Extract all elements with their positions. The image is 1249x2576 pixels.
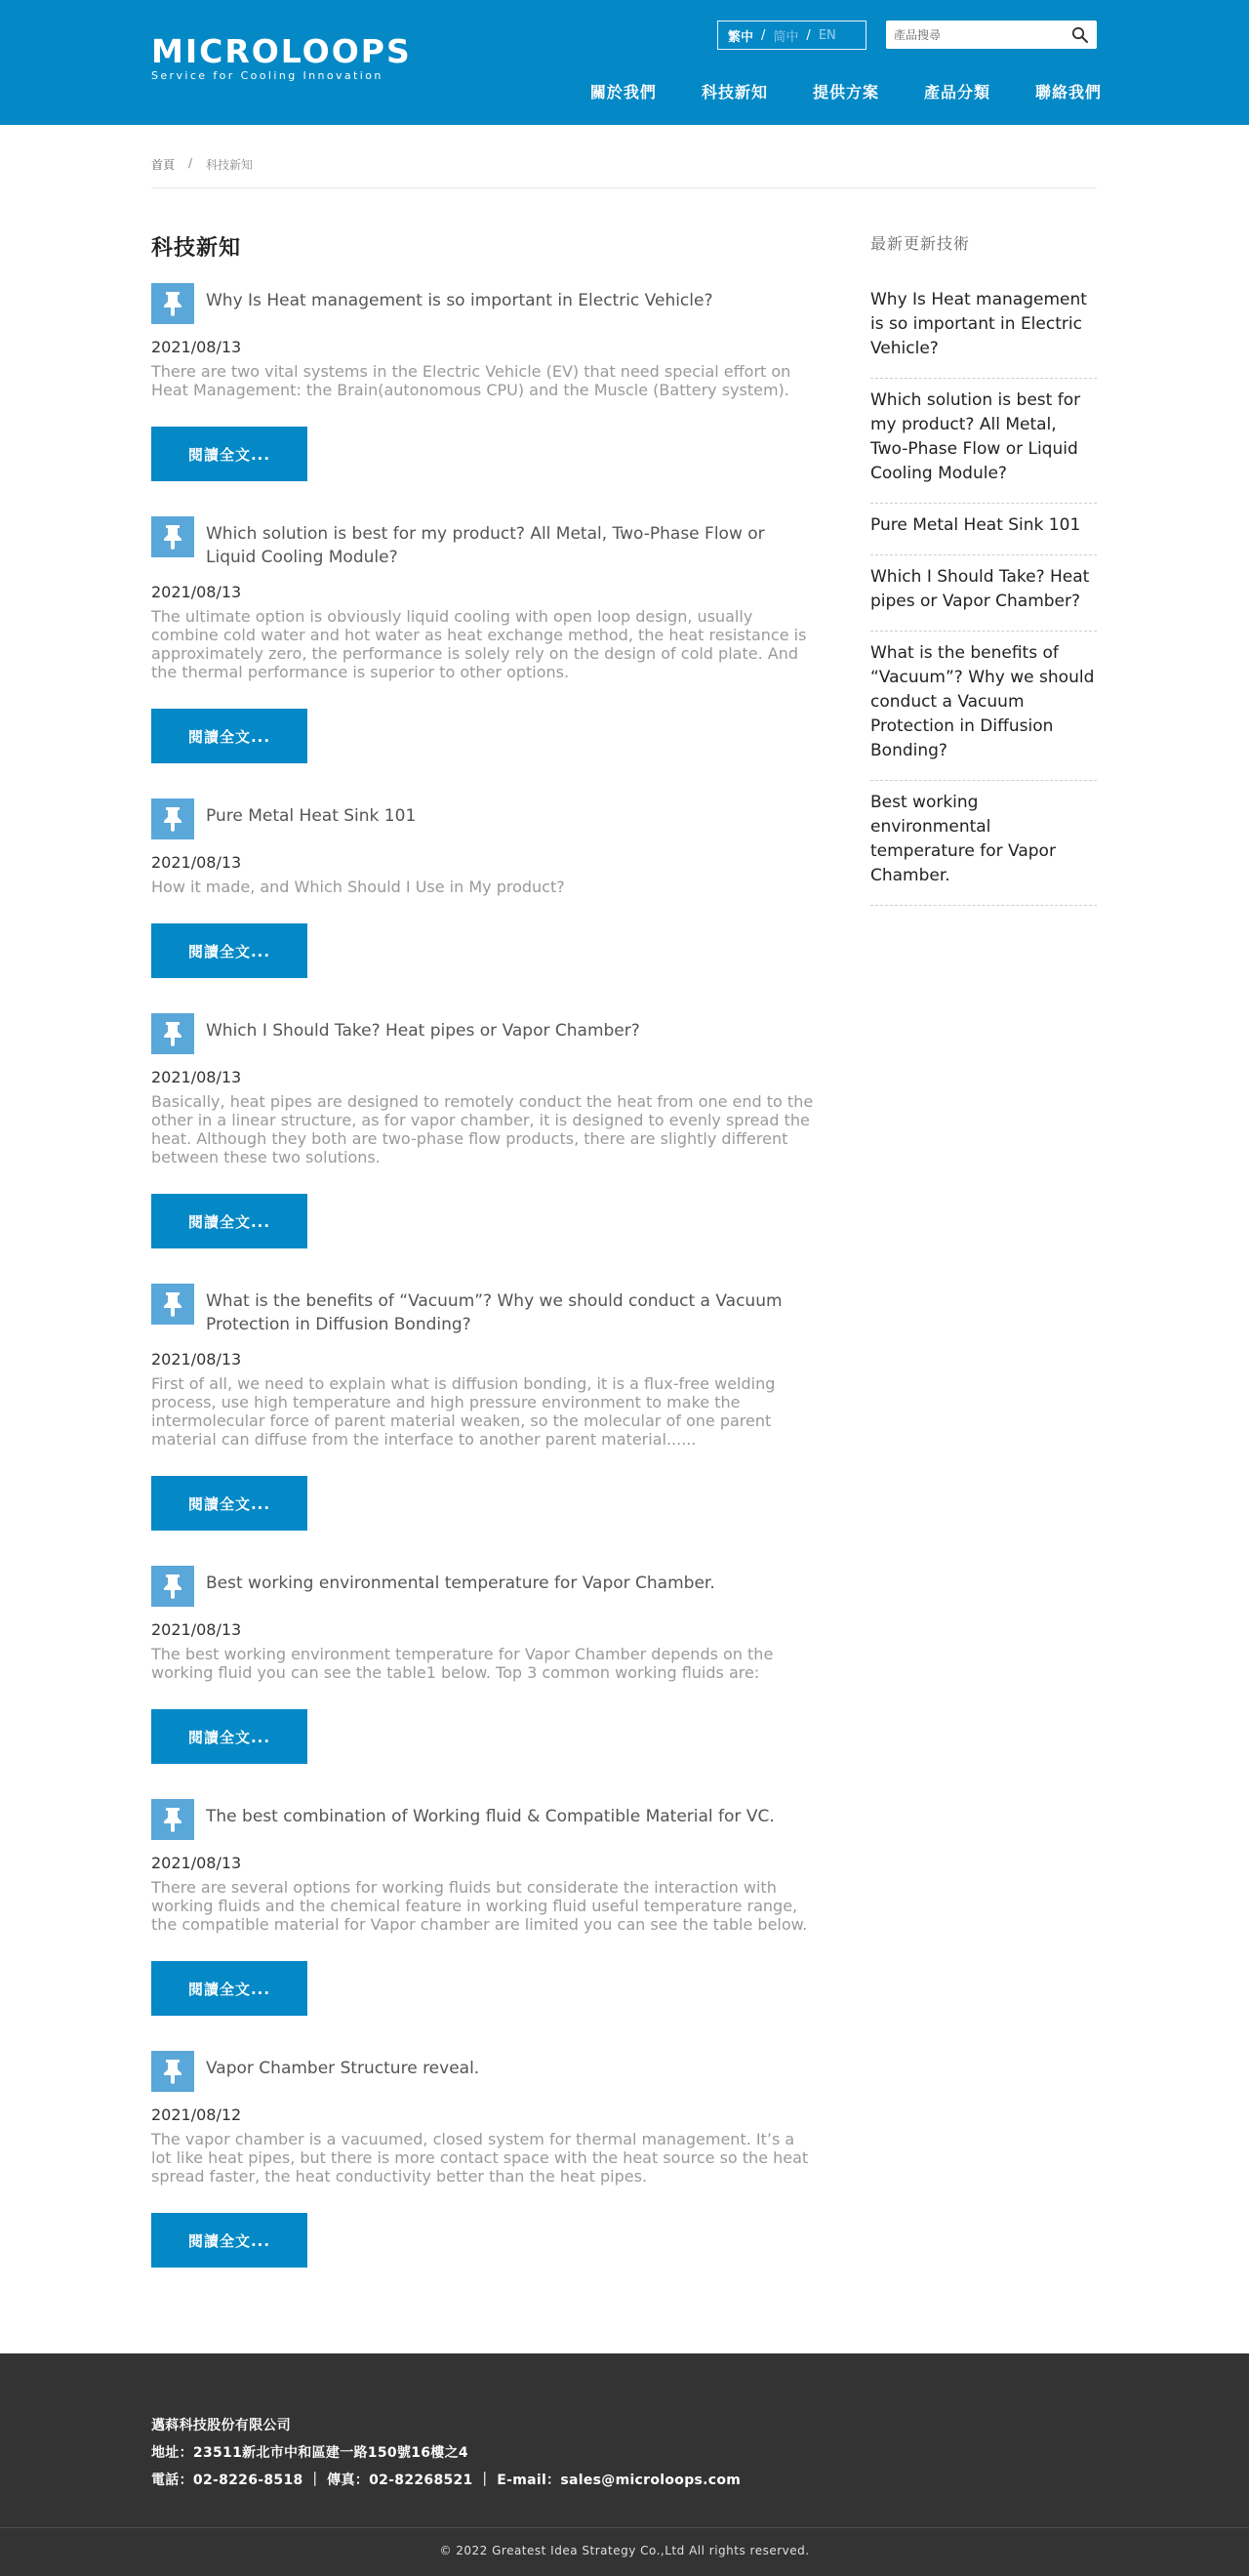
sidebar-item xyxy=(870,379,1097,504)
post-date: 2021/08/12 xyxy=(151,2106,242,2124)
sidebar-link[interactable]: Pure Metal Heat Sink 101 xyxy=(870,515,1081,535)
footer-company: 邁萪科技股份有限公司 xyxy=(151,2418,291,2433)
read-more-button[interactable]: 閱讀全文... xyxy=(151,1194,307,1248)
search-icon[interactable] xyxy=(1071,26,1089,44)
sidebar-link[interactable]: Why Is Heat management is so important in Electric Vehicle? xyxy=(870,290,1087,358)
sidebar-item xyxy=(870,504,1097,555)
footer-divider xyxy=(0,2527,1249,2528)
news-post xyxy=(151,2051,815,2268)
read-more-button[interactable]: 閱讀全文... xyxy=(151,923,307,978)
post-title[interactable]: Pure Metal Heat Sink 101 xyxy=(206,806,417,826)
post-header xyxy=(151,1566,815,1607)
sidebar-link[interactable]: Which I Should Take? Heat pipes or Vapor Chamber? xyxy=(870,567,1090,611)
lang-separator: / xyxy=(761,27,766,43)
sidebar-item xyxy=(870,632,1097,781)
sidebar-item xyxy=(870,288,1097,379)
brand-tagline: Service for Cooling Innovation xyxy=(151,69,383,82)
pin-icon xyxy=(151,283,194,324)
nav-contact[interactable]: 聯絡我們 xyxy=(1034,83,1102,102)
breadcrumb xyxy=(151,156,253,173)
post-excerpt: Basically, heat pipes are designed to remotely conduct the heat from one end to the other in a linear structure, as for vapor chamber, it is designed to evenly spread the heat. Although they both are two-phase flow products, there are slightly different between these two solutions. xyxy=(151,1092,814,1166)
post-excerpt: There are several options for working fluids but considerate the interaction with working fluids and the chemical feature in working fluid useful temperature range, the compatible material for Vapor chamber are limited you can see the table below. xyxy=(151,1878,808,1934)
footer-address: 地址：23511新北市中和區建一路150號16樓之4 xyxy=(151,2445,468,2461)
breadcrumb-current: 科技新知 xyxy=(206,158,254,172)
post-excerpt: The best working environment temperature for Vapor Chamber depends on the working fluid you can see the table1 below. Top 3 common working fluids are: xyxy=(151,1645,774,1682)
footer-contact: 電話：02-8226-8518 ｜ 傳真：02-82268521 ｜ E-mail：sales@microloops.com xyxy=(151,2473,742,2488)
sidebar-link[interactable]: Which solution is best for my product? All Metal, Two-Phase Flow or Liquid Cooling Module? xyxy=(870,390,1081,483)
breadcrumb-home[interactable]: 首頁 xyxy=(151,158,176,172)
site-footer xyxy=(0,2353,1249,2576)
news-post xyxy=(151,1799,815,2016)
post-title[interactable]: Which solution is best for my product? All Metal, Two-Phase Flow or Liquid Cooling Module? xyxy=(206,524,765,567)
sidebar-item xyxy=(870,781,1097,906)
sidebar-title: 最新更新技術 xyxy=(870,234,971,253)
language-switcher xyxy=(717,20,866,50)
post-date: 2021/08/13 xyxy=(151,338,242,356)
read-more-button[interactable]: 閱讀全文... xyxy=(151,1476,307,1531)
post-excerpt: How it made, and Which Should I Use in My product? xyxy=(151,878,565,896)
post-title[interactable]: What is the benefits of “Vacuum”? Why we should conduct a Vacuum Protection in Diffusion Bonding? xyxy=(206,1291,783,1334)
post-excerpt: The ultimate option is obviously liquid cooling with open loop design, usually combine cold water and hot water as heat exchange method, the heat resistance is approximately zero, the performance is solely rely on the design of cold plate. And the thermal performance is superior to other options. xyxy=(151,607,807,681)
read-more-button[interactable]: 閱讀全文... xyxy=(151,1961,307,2016)
post-date: 2021/08/13 xyxy=(151,1854,242,1872)
post-header xyxy=(151,283,815,324)
pin-icon xyxy=(151,1284,194,1325)
post-header xyxy=(151,516,815,569)
read-more-button[interactable]: 閱讀全文... xyxy=(151,1709,307,1764)
pin-icon xyxy=(151,516,194,557)
post-date: 2021/08/13 xyxy=(151,1350,242,1369)
search-input[interactable] xyxy=(886,21,1062,48)
footer-copyright: © 2022 Greatest Idea Strategy Co.,Ltd All rights reserved. xyxy=(439,2544,810,2557)
post-date: 2021/08/13 xyxy=(151,1620,242,1639)
post-header xyxy=(151,798,815,839)
post-excerpt: There are two vital systems in the Electric Vehicle (EV) that need special effort on Heat Management: the Brain(autonomous CPU) and the Muscle (Battery system). xyxy=(151,362,791,399)
nav-products[interactable]: 產品分類 xyxy=(923,83,990,102)
site-header xyxy=(0,0,1249,125)
post-date: 2021/08/13 xyxy=(151,583,242,601)
sidebar-list xyxy=(870,288,1097,906)
post-date: 2021/08/13 xyxy=(151,853,242,872)
lang-traditional-chinese[interactable]: 繁中 xyxy=(728,29,754,45)
post-list xyxy=(151,283,815,2268)
pin-icon xyxy=(151,2051,194,2092)
nav-news[interactable]: 科技新知 xyxy=(701,83,768,102)
main-nav xyxy=(545,80,1102,102)
post-title[interactable]: The best combination of Working fluid & Compatible Material for VC. xyxy=(206,1807,775,1826)
post-title[interactable]: Best working environmental temperature for Vapor Chamber. xyxy=(206,1574,715,1593)
sidebar xyxy=(870,231,1097,906)
read-more-button[interactable]: 閱讀全文... xyxy=(151,2213,307,2268)
brand-logo[interactable] xyxy=(151,32,412,82)
post-excerpt: The vapor chamber is a vacuumed, closed system for thermal management. It’s a lot like heat pipes, but there is more contact space with the heat source so the heat spread faster, the heat conductivity better than the heat pipes. xyxy=(151,2130,809,2186)
news-post xyxy=(151,798,815,978)
lang-english[interactable]: EN xyxy=(818,27,836,43)
page-title: 科技新知 xyxy=(151,236,242,261)
sidebar-link[interactable]: What is the benefits of “Vacuum”? Why we should conduct a Vacuum Protection in Diffusion Bonding? xyxy=(870,643,1095,760)
read-more-button[interactable]: 閱讀全文... xyxy=(151,709,307,763)
post-header xyxy=(151,1284,815,1336)
brand-name: MICROLOOPS xyxy=(151,32,412,70)
lang-separator: / xyxy=(806,27,811,43)
news-post xyxy=(151,283,815,481)
breadcrumb-separator: / xyxy=(188,156,193,170)
post-title[interactable]: Vapor Chamber Structure reveal. xyxy=(206,2059,480,2078)
post-date: 2021/08/13 xyxy=(151,1068,242,1086)
footer-info xyxy=(151,2412,741,2494)
news-post xyxy=(151,1013,815,1248)
pin-icon xyxy=(151,798,194,839)
post-title[interactable]: Which I Should Take? Heat pipes or Vapor Chamber? xyxy=(206,1021,640,1041)
read-more-button[interactable]: 閱讀全文... xyxy=(151,427,307,481)
breadcrumb-divider xyxy=(151,187,1097,188)
post-header xyxy=(151,1799,815,1840)
nav-solutions[interactable]: 提供方案 xyxy=(812,83,879,102)
search-box xyxy=(886,20,1097,49)
pin-icon xyxy=(151,1799,194,1840)
post-excerpt: First of all, we need to explain what is diffusion bonding, it is a flux-free welding process, use high temperature and high pressure environment to make the intermolecular force of parent material weaken, so the molecular of one parent material can diffuse from the interface to another parent material...... xyxy=(151,1374,776,1449)
lang-simplified-chinese[interactable]: 简中 xyxy=(773,29,799,45)
news-post xyxy=(151,1284,815,1531)
pin-icon xyxy=(151,1013,194,1054)
nav-about[interactable]: 關於我們 xyxy=(589,83,657,102)
sidebar-link[interactable]: Best working environmental temperature for Vapor Chamber. xyxy=(870,793,1056,885)
news-list xyxy=(151,231,815,2268)
news-post xyxy=(151,516,815,763)
news-post xyxy=(151,1566,815,1764)
pin-icon xyxy=(151,1566,194,1607)
sidebar-item xyxy=(870,555,1097,632)
post-header xyxy=(151,1013,815,1054)
post-header xyxy=(151,2051,815,2092)
post-title[interactable]: Why Is Heat management is so important in Electric Vehicle? xyxy=(206,291,713,310)
